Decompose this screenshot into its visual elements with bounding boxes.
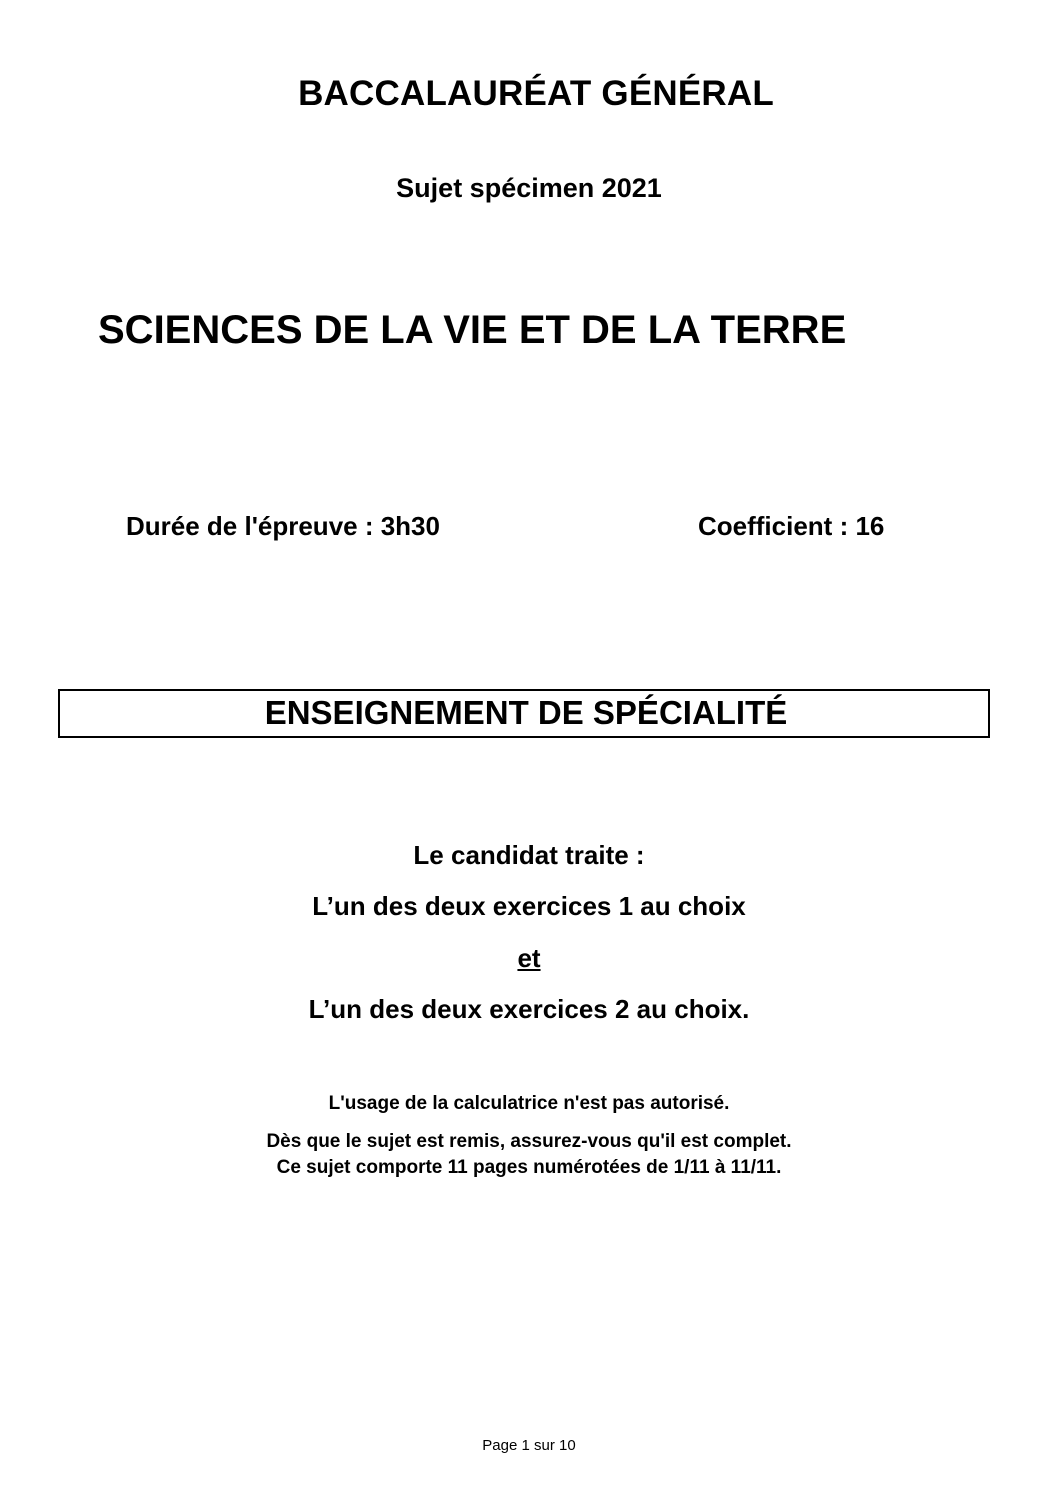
subject-title: SCIENCES DE LA VIE ET DE LA TERRE xyxy=(98,308,847,352)
exam-duration: Durée de l'épreuve : 3h30 xyxy=(126,511,440,541)
calculator-note: L'usage de la calculatrice n'est pas autorisé. xyxy=(328,1093,730,1114)
page-count-note: Ce sujet comporte 11 pages numérotées de 1/11 à 11/11. xyxy=(276,1157,782,1178)
instructions-choice-1: L’un des deux exercices 1 au choix xyxy=(312,891,746,921)
instructions-conjunction: et xyxy=(517,943,541,973)
exam-title: BACCALAURÉAT GÉNÉRAL xyxy=(298,74,774,113)
completeness-note: Dès que le sujet est remis, assurez-vous qu'il est complet. xyxy=(266,1131,792,1152)
exam-coefficient: Coefficient : 16 xyxy=(698,511,885,541)
instructions-choice-2: L’un des deux exercices 2 au choix. xyxy=(308,994,750,1024)
section-title: ENSEIGNEMENT DE SPÉCIALITÉ xyxy=(264,694,788,731)
instructions-intro: Le candidat traite : xyxy=(413,840,645,870)
session-subtitle: Sujet spécimen 2021 xyxy=(396,173,662,203)
page-number-footer: Page 1 sur 10 xyxy=(482,1437,576,1454)
